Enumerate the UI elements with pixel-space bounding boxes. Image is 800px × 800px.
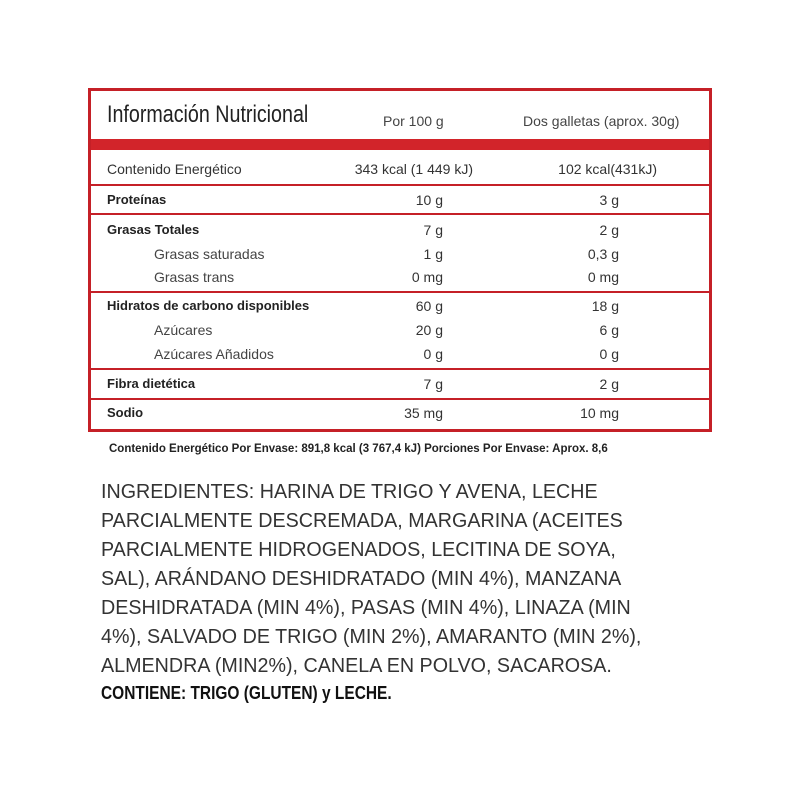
row-divider (91, 291, 709, 293)
row-value-per-serving: 0 g (599, 346, 619, 362)
column-header-per-100g: Por 100 g (383, 113, 444, 129)
row-label: Fibra dietética (107, 376, 196, 391)
row-label: Sodio (107, 405, 144, 420)
row-value-per-serving: 3 g (599, 192, 619, 208)
row-value-per-100g: 60 g (415, 298, 443, 314)
nutrition-table (88, 88, 712, 432)
row-value-per-serving: 2 g (599, 222, 619, 238)
ingredients-line: PARCIALMENTE HIDROGENADOS, LECITINA DE SOYA, (101, 539, 616, 561)
ingredients-line: SAL), ARÁNDANO DESHIDRATADO (MIN 4%), MANZANA (101, 568, 622, 590)
row-value-per-serving: 0 mg (587, 269, 619, 285)
ingredients-line: PARCIALMENTE DESCREMADA, MARGARINA (ACEITES (101, 510, 623, 532)
row-value-per-100g: 7 g (423, 222, 443, 238)
ingredients-line: 4%), SALVADO DE TRIGO (MIN 2%), AMARANTO (MIN 2%), (101, 626, 642, 648)
row-value-per-100g: 7 g (423, 376, 443, 392)
row-value-per-100g: 0 g (423, 346, 443, 362)
row-value-per-serving: 102 kcal(431kJ) (558, 161, 657, 177)
row-label: Grasas trans (154, 269, 235, 285)
row-value-per-100g: 20 g (415, 322, 443, 338)
column-header-per-serving: Dos galletas (aprox. 30g) (523, 113, 680, 129)
allergen-statement: CONTIENE: TRIGO (GLUTEN) y LECHE. (101, 683, 392, 703)
row-value-per-serving: 6 g (599, 322, 619, 338)
row-value-per-serving: 10 mg (580, 405, 619, 421)
row-value-per-serving: 18 g (591, 298, 619, 314)
row-value-per-serving: 0,3 g (587, 246, 619, 262)
row-label: Proteínas (107, 192, 167, 207)
row-divider (91, 213, 709, 215)
row-divider (91, 368, 709, 370)
row-divider (91, 184, 709, 186)
row-label: Contenido Energético (107, 161, 242, 177)
row-value-per-100g: 35 mg (404, 405, 443, 421)
header-divider-bar (91, 139, 709, 150)
row-value-per-100g: 0 mg (411, 269, 443, 285)
table-header (91, 91, 709, 139)
ingredients-text (101, 478, 716, 681)
ingredients-line: ALMENDRA (MIN2%), CANELA EN POLVO, SACAROSA. (101, 655, 612, 677)
row-label: Azúcares Añadidos (154, 346, 274, 362)
row-label: Grasas Totales (107, 222, 200, 237)
ingredients-line: DESHIDRATADA (MIN 4%), PASAS (MIN 4%), LINAZA (MIN (101, 597, 631, 619)
row-value-per-100g: 343 kcal (1 449 kJ) (354, 161, 473, 177)
table-title: Información Nutricional (107, 101, 309, 128)
row-divider (91, 398, 709, 400)
row-value-per-serving: 2 g (599, 376, 619, 392)
ingredients-line: INGREDIENTES: HARINA DE TRIGO Y AVENA, LECHE (101, 481, 598, 503)
energy-per-package-note: Contenido Energético Por Envase: 891,8 kcal (3 767,4 kJ) Porciones Por Envase: Aprox. 8,6 (109, 443, 608, 455)
row-value-per-100g: 10 g (415, 192, 443, 208)
row-label: Grasas saturadas (154, 246, 265, 262)
row-label: Hidratos de carbono disponibles (107, 298, 310, 313)
row-value-per-100g: 1 g (423, 246, 443, 262)
row-label: Azúcares (154, 322, 213, 338)
